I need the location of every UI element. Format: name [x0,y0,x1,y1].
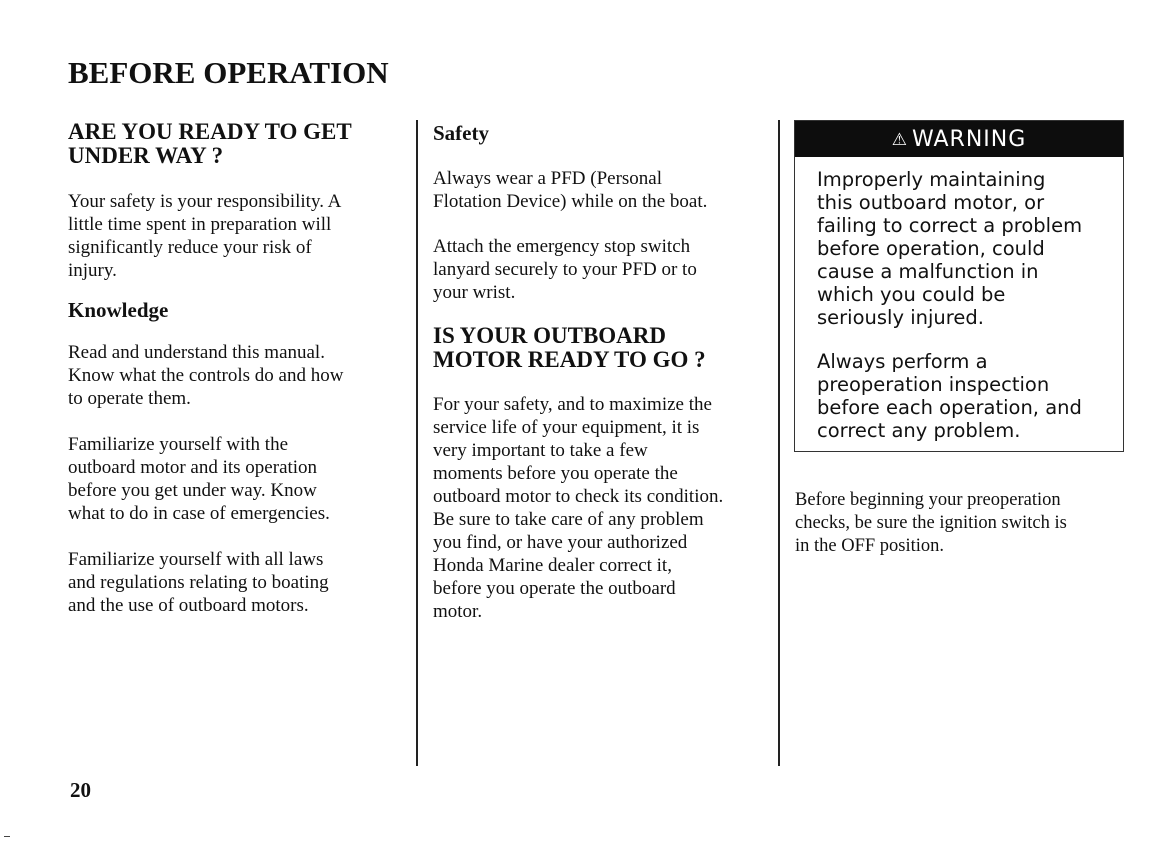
warning-title: WARNING [911,126,1027,152]
corner-mark [4,836,10,837]
safety-paragraph-lanyard: Attach the emergency stop switch lanyard securely to your PFD or to your wrist. [433,236,697,303]
warning-header [795,121,1123,157]
intro-paragraph: Your safety is your responsibility. A little time spent in preparation will significantly reduce your risk of injury. [68,191,342,281]
knowledge-paragraph-laws: Familiarize yourself with all laws and regulations relating to boating and the use of outboard motors. [68,549,329,616]
column-middle [433,120,773,623]
column-divider [778,120,780,766]
warning-paragraph-inspection: Always perform a preoperation inspection before each operation, and correct any problem. [817,350,1082,442]
column-left [68,120,398,617]
section-heading-ready: ARE YOU READY TO GET UNDER WAY ? [68,119,352,168]
knowledge-paragraph-manual: Read and understand this manual. Know what the controls do and how to operate them. [68,342,344,409]
knowledge-paragraph-familiarize: Familiarize yourself with the outboard motor and its operation before you get under way. Know what to do in case of emergencies. [68,434,330,524]
warning-triangle-icon: ⚠ [891,130,908,150]
safety-paragraph-pfd: Always wear a PFD (Personal Flotation Device) while on the boat. [433,168,708,212]
section-heading-motor-ready: IS YOUR OUTBOARD MOTOR READY TO GO ? [433,323,706,372]
motor-ready-paragraph: For your safety, and to maximize the service life of your equipment, it is very important to take a few moments before you operate the outboard motor to check its condition. Be sure to take care of any problem you find, or have your authorized Honda Marine dealer correct it, before you operate the outboard motor. [433,394,724,622]
warning-paragraph-malfunction: Improperly maintaining this outboard motor, or failing to correct a problem before operation, could cause a malfunction in which you could be seriously injured. [817,168,1083,329]
warning-box [794,120,1124,452]
column-divider [416,120,418,766]
warning-body [795,157,1123,442]
ignition-paragraph: Before beginning your preoperation checks, be sure the ignition switch is in the OFF position. [795,490,1067,556]
column-right [795,489,1125,558]
page-number: 20 [70,778,91,802]
page-title: BEFORE OPERATION [68,55,389,90]
knowledge-heading: Knowledge [68,298,169,322]
safety-heading: Safety [433,121,489,145]
